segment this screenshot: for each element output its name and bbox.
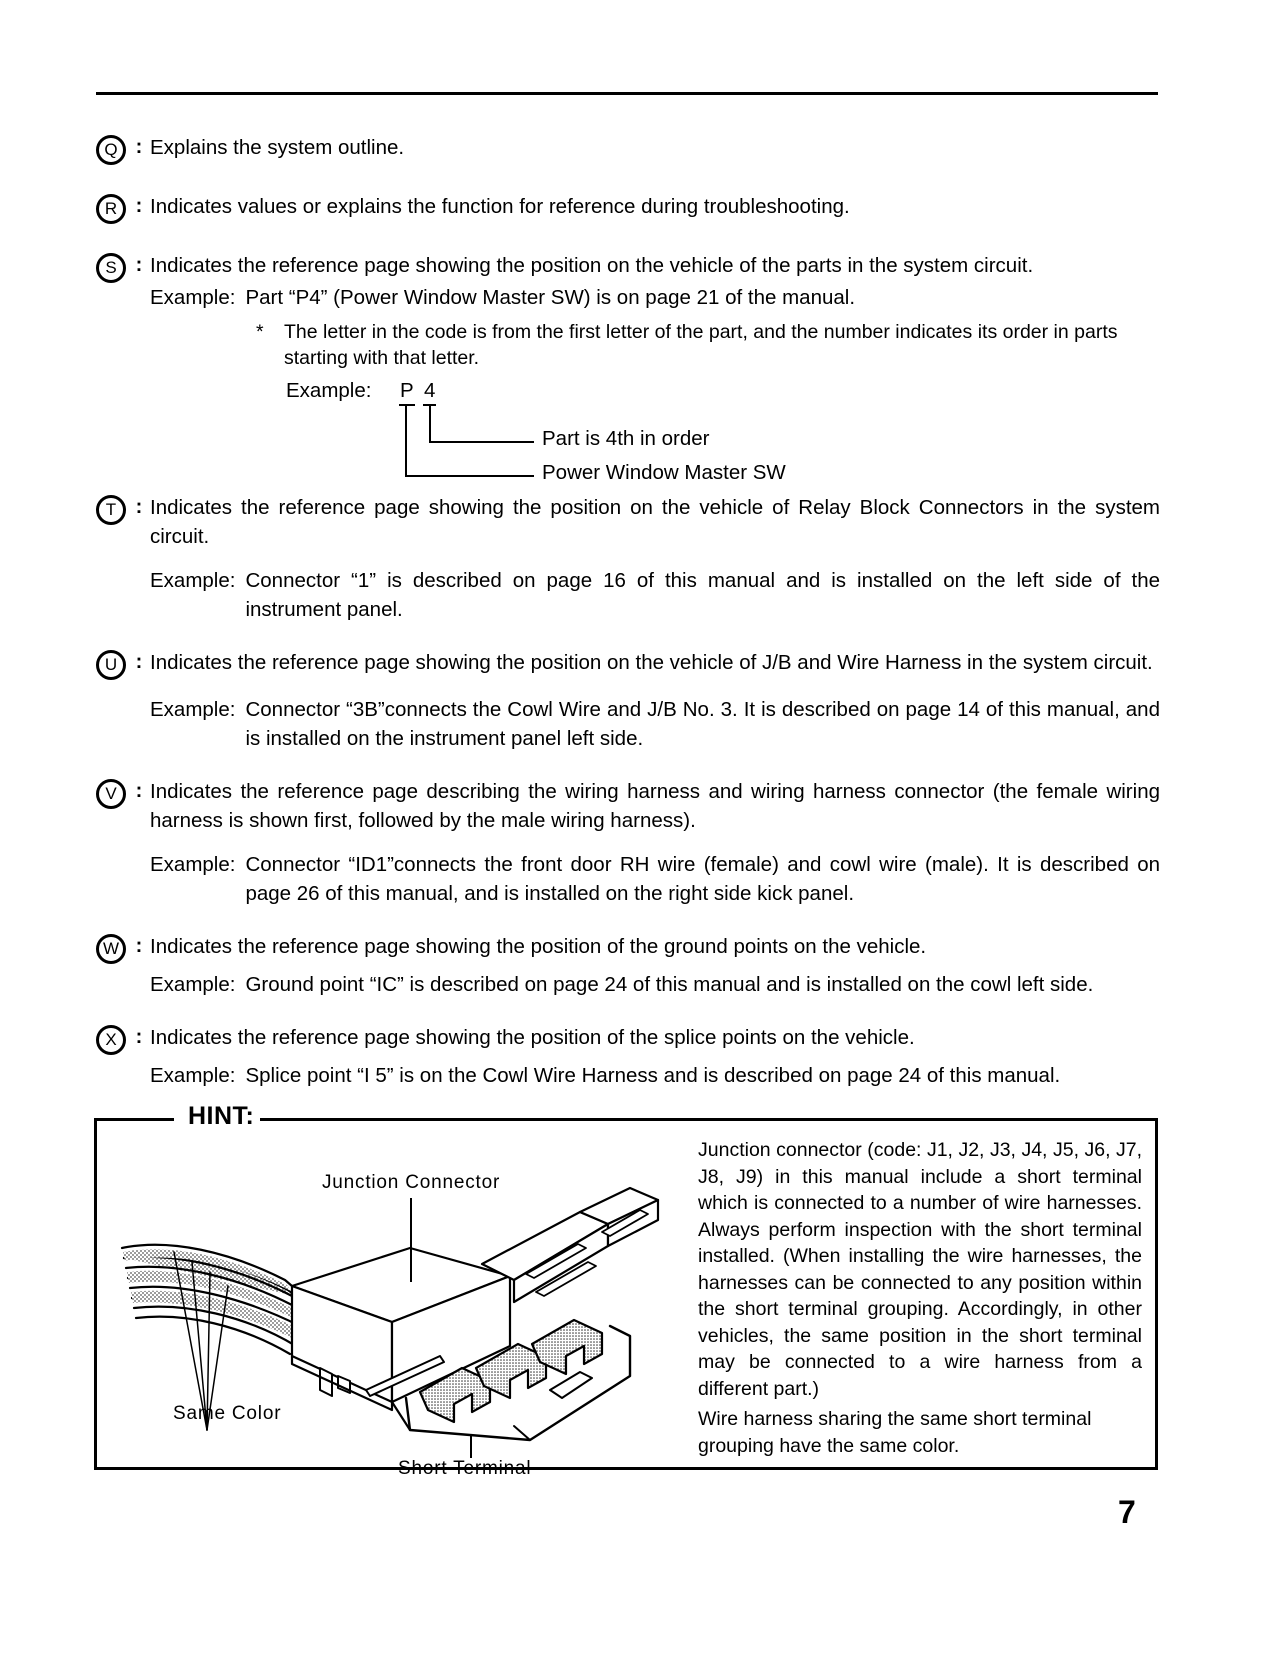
callout-line-junction-connector [410, 1198, 412, 1282]
colon-separator: : [135, 780, 143, 802]
header-rule [96, 92, 1158, 95]
colon-separator: : [135, 136, 143, 158]
code-letter: P [399, 379, 415, 406]
example-label: Example: [150, 973, 236, 996]
legend-description: Indicates the reference page showing the position on the vehicle of Relay Block Connectors in the system circuit. [150, 496, 1160, 548]
hint-body-text [698, 1137, 1142, 1463]
code-callout-number-text: Part is 4th in order [542, 427, 710, 450]
junction-connector-illustration [110, 1140, 680, 1479]
colon-separator: : [135, 1026, 143, 1048]
symbol-badge-s: S [96, 253, 126, 283]
legend-description: Indicates values or explains the function for reference during troubleshooting. [150, 195, 850, 218]
legend-entry-s [96, 251, 1160, 484]
symbol-badge-u: U [96, 650, 126, 680]
symbol-badge-x: X [96, 1025, 126, 1055]
example-text: Ground point “IC” is described on page 24 of this manual and is installed on the cowl left side. [245, 973, 1094, 996]
legend-example [150, 970, 1160, 999]
example-text: Connector “3B”connects the Cowl Wire and J/B No. 3. It is described on page 14 of this manual, and is installed on the instrument panel left side. [245, 698, 1160, 750]
callout-line-short-terminal [470, 1436, 472, 1458]
legend-description: Indicates the reference page showing the position of the splice points on the vehicle. [150, 1026, 915, 1049]
legend-entry-x [96, 1023, 1160, 1090]
legend-example [150, 850, 1160, 908]
label-short-terminal: Short Terminal [398, 1458, 532, 1479]
legend-description: Indicates the reference page showing the position on the vehicle of the parts in the system circuit. [150, 254, 1034, 277]
legend-entry-u [96, 648, 1160, 753]
example-text: Connector “1” is described on page 16 of this manual and is installed on the left side of the instrument panel. [245, 569, 1160, 621]
legend-list [96, 133, 1160, 1090]
example-label: Example: [150, 1064, 236, 1087]
colon-separator: : [135, 651, 143, 673]
leader-line-letter-vertical [405, 405, 407, 477]
symbol-badge-r: R [96, 194, 126, 224]
code-callout-letter-text: Power Window Master SW [542, 461, 786, 484]
legend-description: Explains the system outline. [150, 136, 405, 159]
legend-entry-t [96, 493, 1160, 624]
colon-separator: : [135, 254, 143, 276]
label-same-color: Same Color [173, 1403, 282, 1424]
asterisk-marker: * [256, 321, 264, 343]
example-label: Example: [150, 698, 236, 721]
example-text: Part “P4” (Power Window Master SW) is on page 21 of the manual. [245, 286, 856, 309]
symbol-badge-q: Q [96, 135, 126, 165]
hint-paragraph-1: Junction connector (code: J1, J2, J3, J4, J5, J6, J7, J8, J9) in this manual include a short terminal which is connected to a number of wire harnesses. Always perform inspection with the short terminal installed. (When installing the wire harnesses, the harnesses can be connected to any position within the short terminal grouping. Accordingly, in other vehicles, the same position in the short terminal may be connected to a wire harness from a different part.) [698, 1139, 1142, 1400]
symbol-badge-w: W [96, 934, 126, 964]
leader-line-number-horizontal [429, 441, 534, 443]
code-example-label: Example: [286, 379, 372, 402]
hint-paragraph-2: Wire harness sharing the same short terminal grouping have the same color. [698, 1408, 1092, 1457]
colon-separator: : [135, 935, 143, 957]
example-label: Example: [150, 569, 236, 592]
colon-separator: : [135, 195, 143, 217]
symbol-badge-v: V [96, 779, 126, 809]
legend-entry-r [96, 192, 1160, 224]
page-number: 7 [1118, 1494, 1136, 1530]
code-number: 4 [423, 379, 436, 406]
hint-label: HINT: [182, 1102, 260, 1131]
footnote-text: The letter in the code is from the first letter of the part, and the number indicates its order in parts starting with that letter. [284, 321, 1118, 369]
legend-example [150, 566, 1160, 624]
legend-entry-q [96, 133, 1160, 165]
legend-description: Indicates the reference page describing the wiring harness and wiring harness connector (the female wiring harness is shown first, followed by the male wiring harness). [150, 780, 1160, 832]
code-breakdown-diagram [286, 379, 1160, 484]
symbol-badge-t: T [96, 495, 126, 525]
leader-line-letter-horizontal [405, 475, 534, 477]
example-text: Splice point “I 5” is on the Cowl Wire Harness and is described on page 24 of this manual. [245, 1064, 1061, 1087]
label-junction-connector: Junction Connector [322, 1172, 501, 1193]
legend-description: Indicates the reference page showing the position of the ground points on the vehicle. [150, 935, 927, 958]
legend-example [150, 283, 1160, 312]
legend-entry-v [96, 777, 1160, 908]
legend-example [150, 1061, 1160, 1090]
example-label: Example: [150, 853, 236, 876]
legend-example [150, 695, 1160, 753]
example-label: Example: [150, 286, 236, 309]
example-text: Connector “ID1”connects the front door RH wire (female) and cowl wire (male). It is described on page 26 of this manual, and is installed on the right side kick panel. [245, 853, 1160, 905]
leader-line-number-vertical [429, 405, 431, 443]
legend-footnote [256, 319, 1160, 371]
legend-entry-w [96, 932, 1160, 999]
colon-separator: : [135, 496, 143, 518]
legend-description: Indicates the reference page showing the position on the vehicle of J/B and Wire Harness in the system circuit. [150, 651, 1153, 674]
